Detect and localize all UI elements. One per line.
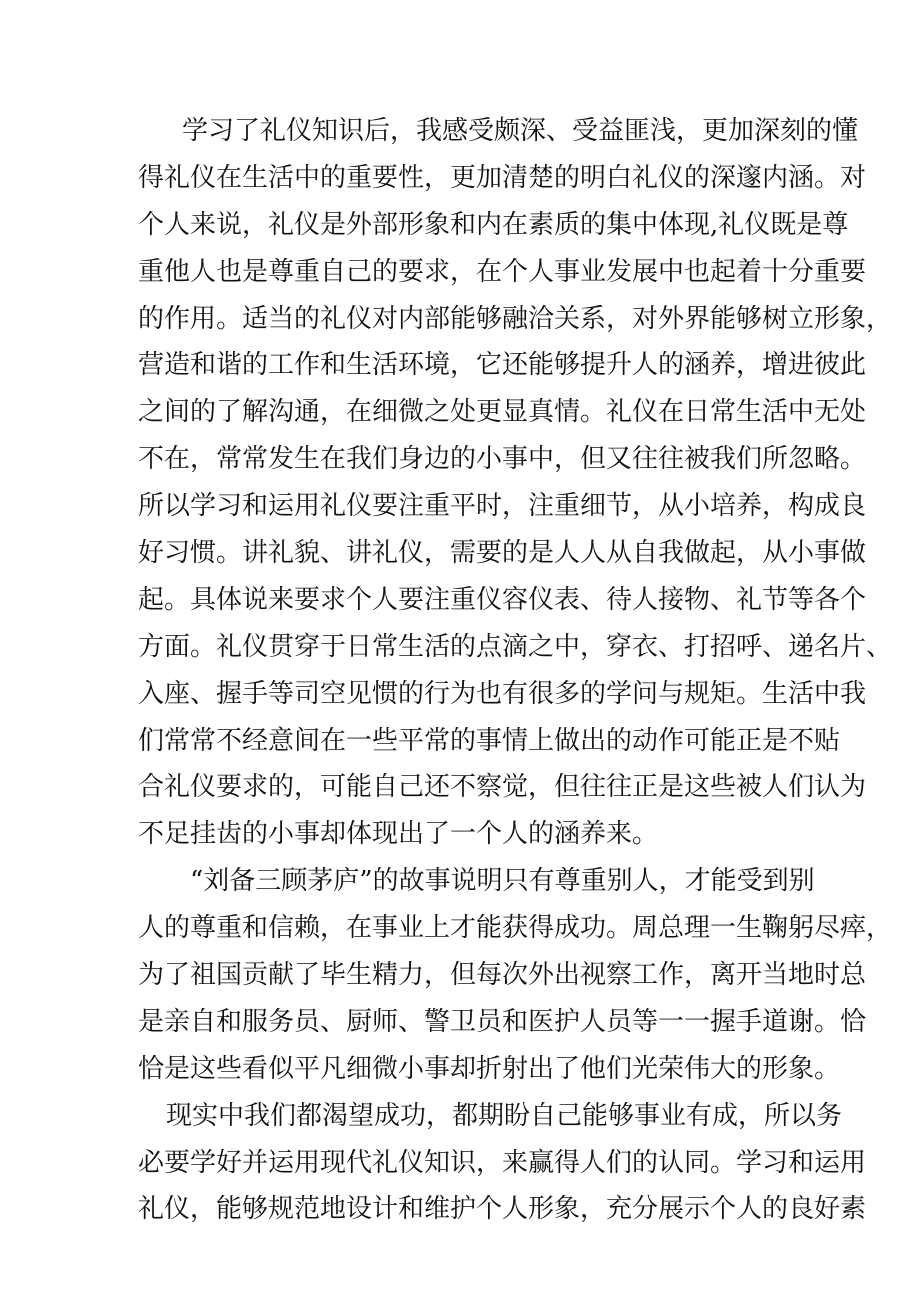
text-line: 不足挂齿的小事却体现出了一个人的涵养来。: [138, 819, 659, 850]
paragraph-3: [138, 1093, 867, 1234]
text-line: 起。具体说来要求个人要注重仪容仪表、待人接物、礼节等各个: [138, 584, 867, 615]
text-line: 重他人也是尊重自己的要求，在个人事业发展中也起着十分重要: [138, 256, 867, 287]
text-line: 之间的了解沟通，在细微之处更显真情。礼仪在日常生活中无处: [138, 397, 867, 428]
text-line: 合礼仪要求的，可能自己还不察觉，但往往正是这些被人们认为: [138, 772, 867, 803]
paragraph-2: [138, 858, 893, 1092]
text-line: 人的尊重和信赖，在事业上才能获得成功。周总理一生鞠躬尽瘁，: [138, 913, 893, 944]
document-body: [138, 108, 893, 1233]
text-line: 营造和谐的工作和生活环境，它还能够提升人的涵养，增进彼此: [138, 350, 867, 381]
text-line: 得礼仪在生活中的重要性，更加清楚的明白礼仪的深邃内涵。对: [138, 162, 867, 193]
text-line: 个人来说，礼仪是外部形象和内在素质的集中体现,礼仪既是尊: [138, 209, 849, 240]
text-line: 入座、握手等司空见惯的行为也有很多的学问与规矩。生活中我: [138, 678, 867, 709]
text-line: “刘备三顾茅庐”的故事说明只有尊重别人，才能受到别: [190, 866, 815, 897]
text-line: 不在，常常发生在我们身边的小事中，但又往往被我们所忽略。: [138, 444, 867, 475]
text-line: 的作用。适当的礼仪对内部能够融洽关系，对外界能够树立形象，: [138, 303, 893, 334]
text-line: 是亲自和服务员、厨师、警卫员和医护人员等一一握手道谢。恰: [138, 1006, 867, 1037]
text-line: 为了祖国贡献了毕生精力，但每次外出视察工作，离开当地时总: [138, 960, 867, 991]
text-line: 们常常不经意间在一些平常的事情上做出的动作可能正是不贴: [138, 725, 841, 756]
paragraph-1: [138, 108, 893, 858]
text-line: 学习了礼仪知识后，我感受颇深、受益匪浅，更加深刻的懂: [182, 116, 859, 146]
text-line: 必要学好并运用现代礼仪知识，来赢得人们的认同。学习和运用: [138, 1147, 867, 1178]
text-line: 好习惯。讲礼貌、讲礼仪，需要的是人人从自我做起，从小事做: [138, 538, 867, 569]
text-line: 礼仪，能够规范地设计和维护个人形象，充分展示个人的良好素: [138, 1194, 867, 1225]
text-line: 所以学习和运用礼仪要注重平时，注重细节，从小培养，构成良: [138, 491, 867, 522]
text-line: 方面。礼仪贯穿于日常生活的点滴之中，穿衣、打招呼、递名片、: [138, 631, 893, 662]
text-line: 恰是这些看似平凡细微小事却折射出了他们光荣伟大的形象。: [138, 1053, 841, 1084]
text-line: 现实中我们都渴望成功，都期盼自己能够事业有成，所以务: [166, 1100, 843, 1131]
